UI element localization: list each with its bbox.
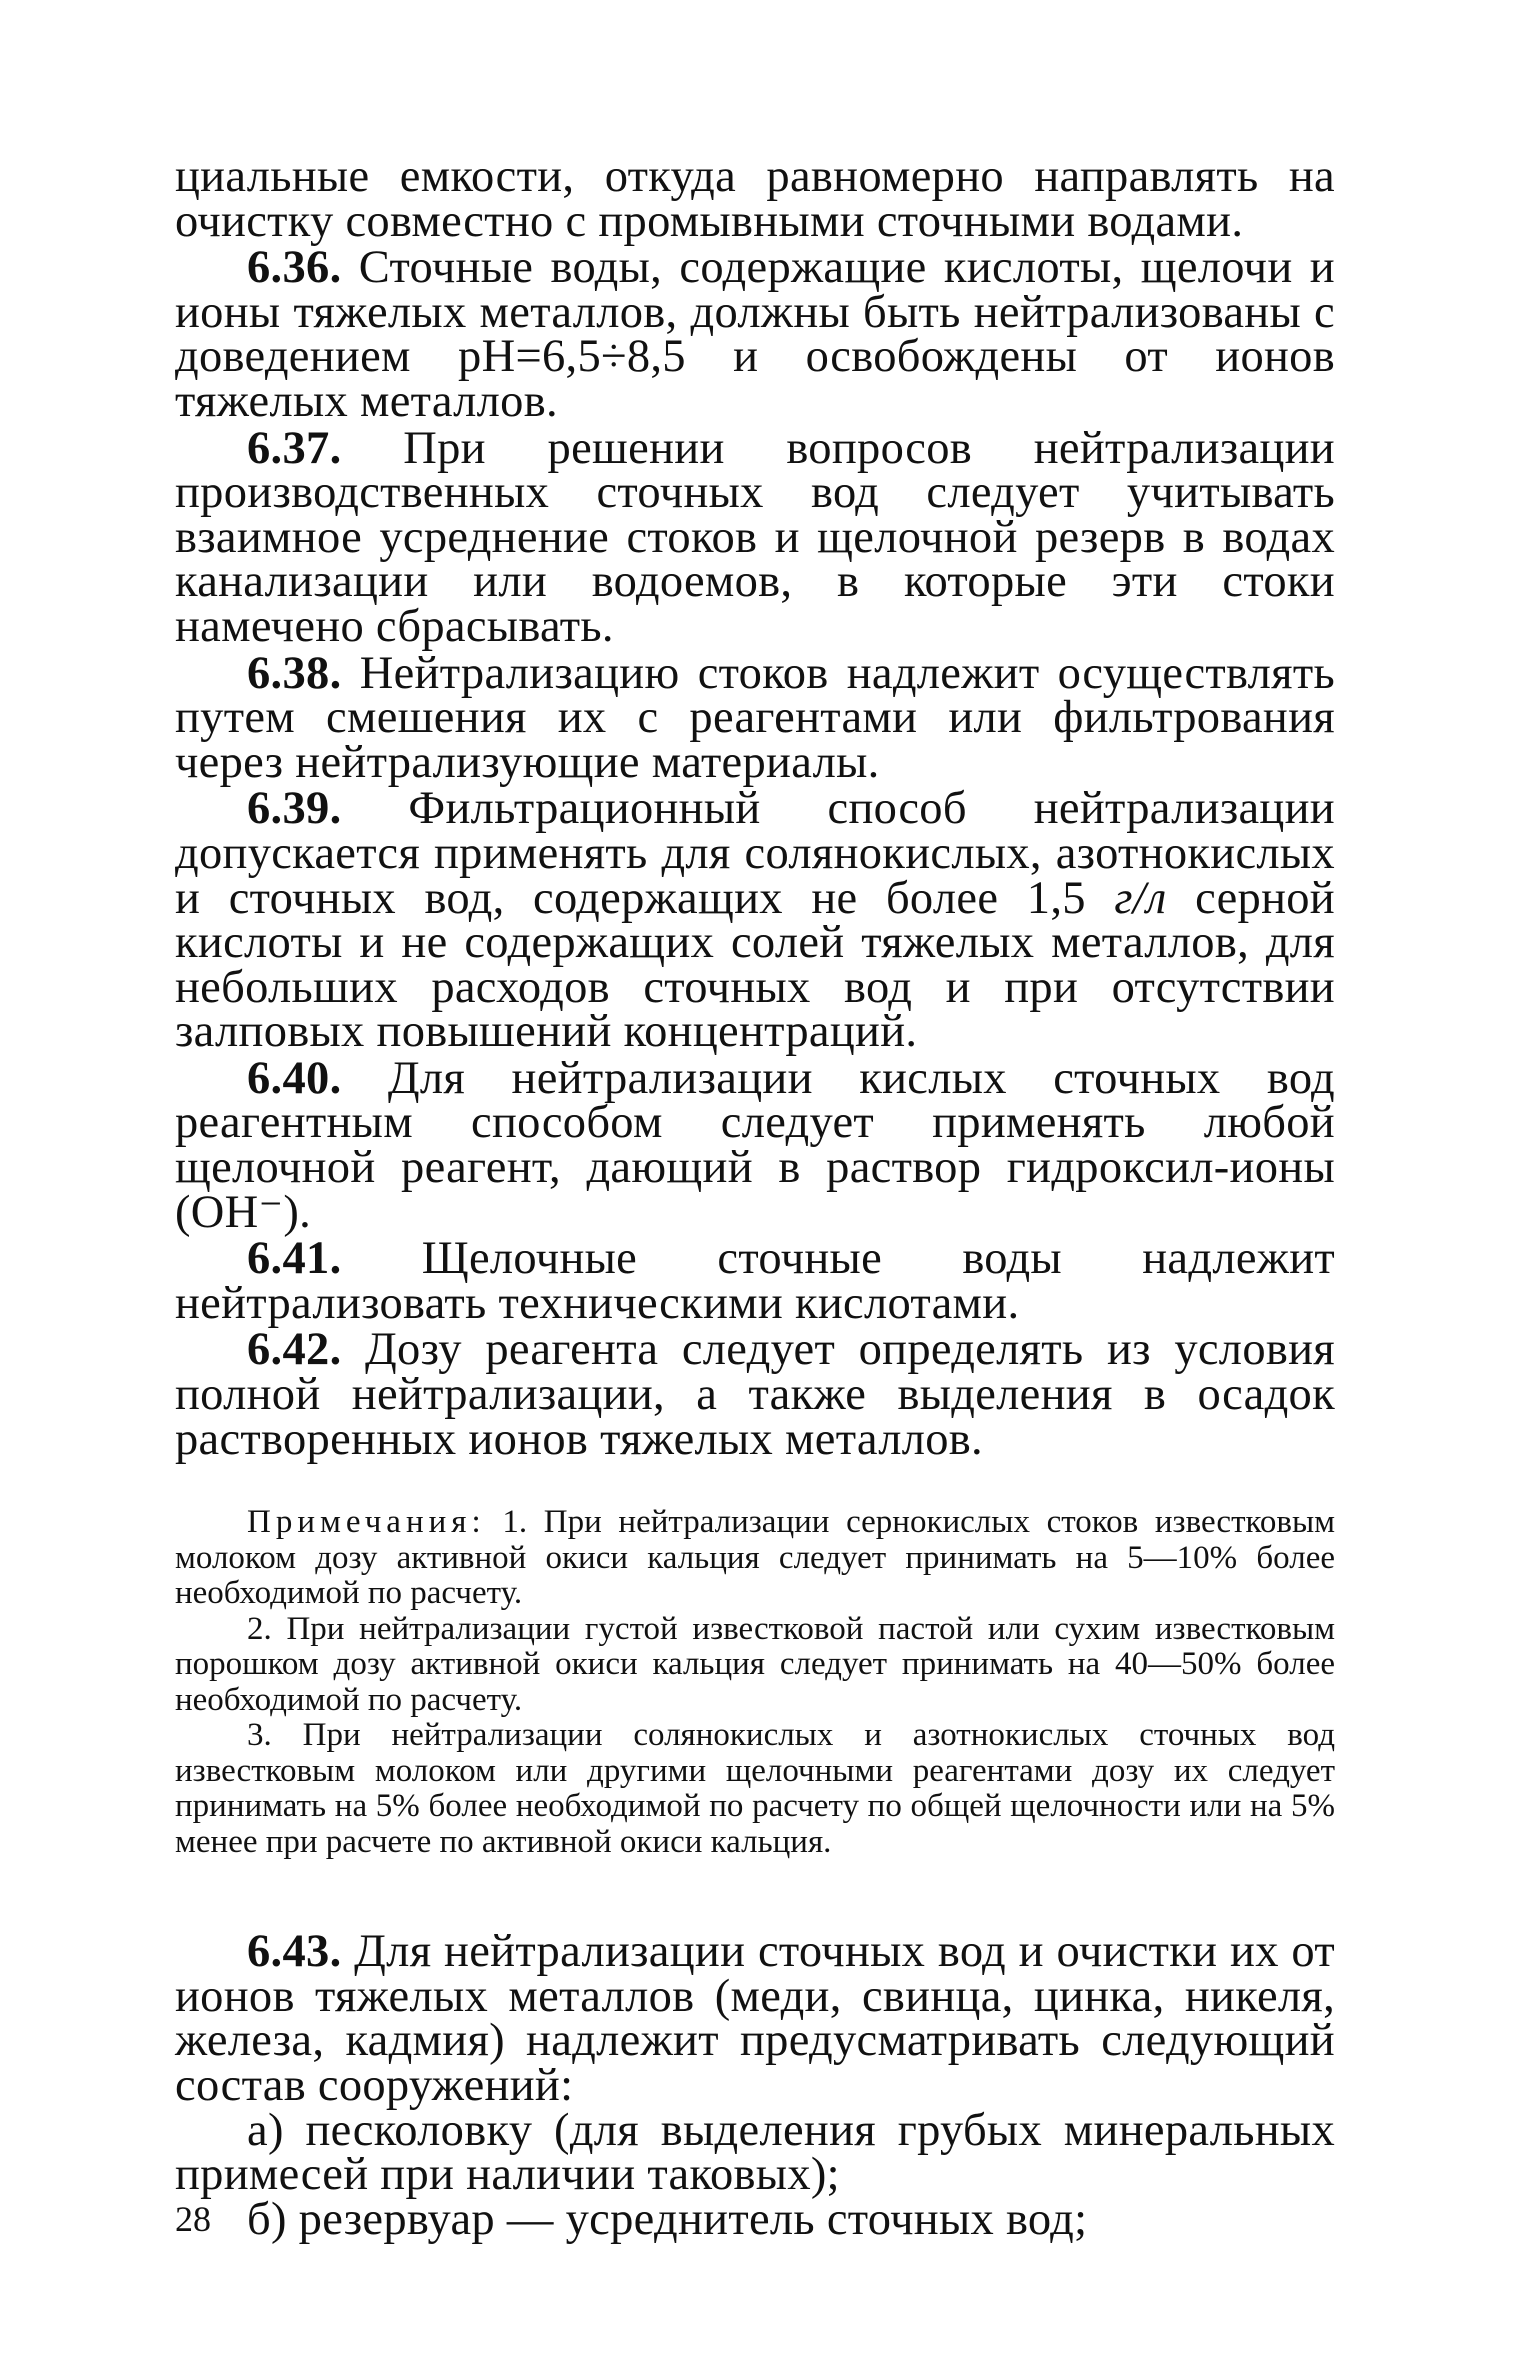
clause-text: серной кислоты и не содержащих солей тяжелых металлов, для небольших расходов сточных вод и при отсутствии залповых повышений концентраций. <box>175 872 1335 1058</box>
clause-text: Фильтрационный способ нейтрализации допускается применять для солянокислых, азотнокислых и сточных вод, содержащих не более 1,5 <box>175 783 1335 924</box>
paragraph-6-41 <box>175 1233 1335 1329</box>
clause-text: Для нейтрализации кислых сточных вод реагентным способом следует применять любой щелочной реагент, дающий в раствор гидроксил-ионы (ОН⁻). <box>175 1052 1335 1238</box>
note-text: 1. При нейтрализации сернокислых стоков известковым молоком дозу активной окиси кальция следует принимать на 5—10% более необходимой по расчету. <box>175 1504 1335 1612</box>
clause-number: 6.43. <box>247 1926 342 1978</box>
page-body <box>175 151 1335 2245</box>
clause-text: Нейтрализацию стоков надлежит осуществлять путем смешения их с реагентами или фильтрования через нейтрализующие материалы. <box>175 647 1335 788</box>
notes-heading: Примечания: <box>247 1504 486 1541</box>
note-item: 2. При нейтрализации густой известковой пастой или сухим известковым порошком дозу активной окиси кальция следует принимать на 40—50% более необходимой по расчету. <box>175 1610 1335 1718</box>
main-text <box>175 151 1335 1465</box>
clause-text: Дозу реагента следует определять из условия полной нейтрализации, а также выделения в осадок растворенных ионов тяжелых металлов. <box>175 1324 1335 1465</box>
unit-label: г/л <box>1114 872 1167 924</box>
paragraph-6-43 <box>175 1926 1335 2111</box>
clause-text: При решении вопросов нейтрализации производственных сточных вод следует учитывать взаимное усреднение стоков и щелочной резерв в водах канализации или водоемов, в которые эти стоки намечено сбрасывать. <box>175 422 1335 652</box>
clause-number: 6.41. <box>247 1233 342 1285</box>
clause-text: Щелочные сточные воды надлежит нейтрализовать техническими кислотами. <box>175 1233 1335 1329</box>
paragraph-6-37 <box>175 422 1335 652</box>
notes-block <box>175 1505 1335 1860</box>
paragraph-6-36 <box>175 242 1335 427</box>
clause-number: 6.40. <box>247 1052 342 1104</box>
list-item: а) песколовку (для выделения грубых минеральных примесей при наличии таковых); <box>175 2104 1335 2201</box>
continuation-paragraph: циальные емкости, откуда равномерно направлять на очистку совместно с промывными сточными водами. <box>175 151 1335 247</box>
paragraph-6-39 <box>175 783 1335 1058</box>
paragraph-6-42 <box>175 1324 1335 1465</box>
note-item: 3. При нейтрализации солянокислых и азотнокислых сточных вод известковым молоком или другими щелочными реагентами дозу их следует принимать на 5% более необходимой по расчету по общей щелочности или на 5% менее при расчете по активной окиси кальция. <box>175 1717 1335 1860</box>
clause-number: 6.36. <box>247 242 342 294</box>
paragraph-6-40 <box>175 1052 1335 1238</box>
list-item: б) резервуар — усреднитель сточных вод; <box>247 2193 1088 2245</box>
note-item <box>175 1505 1335 1612</box>
clause-number: 6.37. <box>247 422 342 474</box>
clause-number: 6.38. <box>247 647 342 699</box>
paragraph-6-38 <box>175 647 1335 788</box>
page-number: 28 <box>175 2199 211 2239</box>
clause-text: Для нейтрализации сточных вод и очистки их от ионов тяжелых металлов (меди, свинца, цинка, никеля, железа, кадмия) надлежит предусматривать следующий состав сооружений: <box>175 1926 1335 2111</box>
clause-text: Сточные воды, содержащие кислоты, щелочи и ионы тяжелых металлов, должны быть нейтрализованы с доведением рН=6,5÷8,5 и освобождены от ионов тяжелых металлов. <box>175 242 1335 427</box>
clause-number: 6.39. <box>247 783 342 835</box>
clause-number: 6.42. <box>247 1324 342 1376</box>
section-6-43 <box>175 1926 1335 2245</box>
